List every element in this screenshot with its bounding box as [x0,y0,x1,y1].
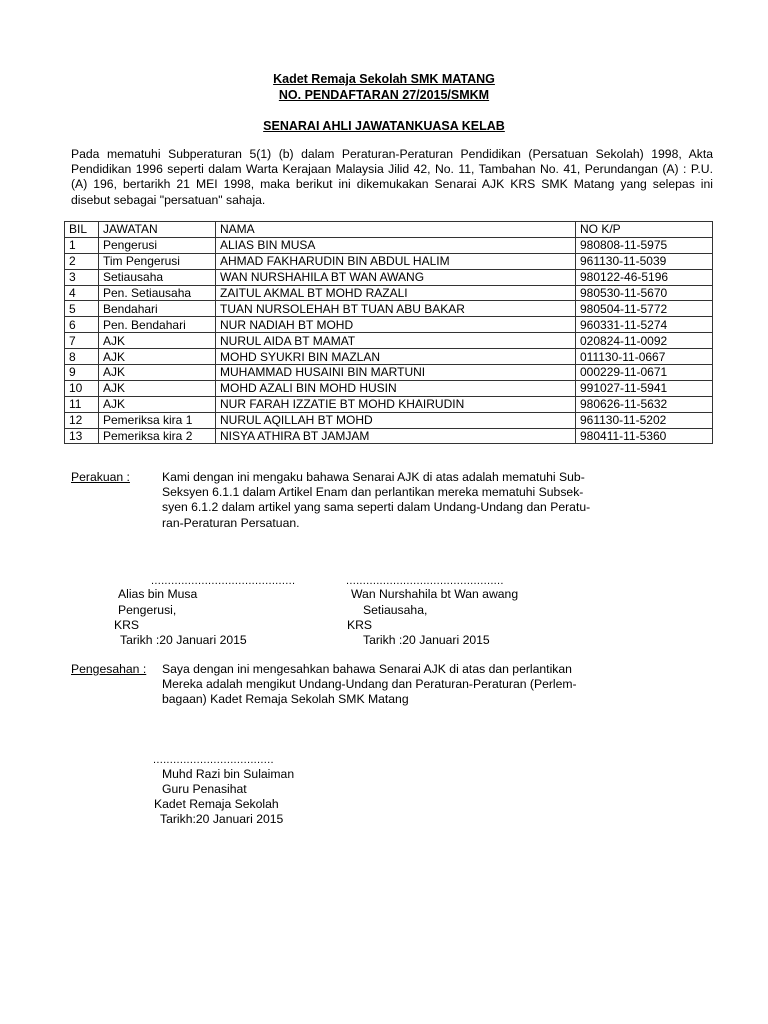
intro-line: Pendidikan 1996 seperti dalam Warta Kerajaan Malaysia Jilid 42, No. 11, Tambahan No. 41, Perundangan (A) : P.U. [71,162,713,177]
signatory-right-date: Tarikh :20 Januari 2015 [363,633,490,647]
cell-nama: MOHD SYUKRI BIN MAZLAN [216,349,576,365]
cell-bil: 10 [65,380,99,396]
cell-bil: 7 [65,333,99,349]
signatory-right-org: KRS [347,618,373,632]
pengesahan-text [162,662,577,708]
committee-table [64,221,713,444]
cell-bil: 1 [65,237,99,253]
table-row [65,253,713,269]
cell-bil: 4 [65,285,99,301]
signatory-left-name: Alias bin Musa [118,587,198,601]
perakuan-line: Seksyen 6.1.1 dalam Artikel Enam dan perlantikan mereka mematuhi Subsek- [162,485,584,500]
cell-jawatan: Pemeriksa kira 1 [99,412,216,428]
column-header-nama: NAMA [216,222,576,238]
signature-line-advisor: .................................... [153,754,274,766]
signatory-right-name: Wan Nurshahila bt Wan awang [351,587,519,601]
club-name-heading: Kadet Remaja Sekolah SMK MATANG [273,72,495,86]
table-row [65,333,713,349]
cell-nokp: 991027-11-5941 [576,380,713,396]
column-header-bil: BIL [65,222,99,238]
cell-nama: MOHD AZALI BIN MOHD HUSIN [216,380,576,396]
table-row [65,396,713,412]
perakuan-line: syen 6.1.2 dalam artikel yang sama seperti dalam Undang-Undang dan Peratu- [162,500,591,515]
cell-nama: ALIAS BIN MUSA [216,237,576,253]
advisor-role: Guru Penasihat [162,782,247,796]
perakuan-line: Kami dengan ini mengaku bahawa Senarai AJK di atas adalah mematuhi Sub- [162,470,585,484]
cell-nama: AHMAD FAKHARUDIN BIN ABDUL HALIM [216,253,576,269]
cell-nama: NURUL AIDA BT MAMAT [216,333,576,349]
signatory-left-role: Pengerusi, [118,603,177,617]
cell-bil: 5 [65,301,99,317]
cell-nama: NURUL AQILLAH BT MOHD [216,412,576,428]
cell-nokp: 961130-11-5039 [576,253,713,269]
signatory-left-date: Tarikh :20 Januari 2015 [120,633,247,647]
cell-jawatan: Setiausaha [99,269,216,285]
cell-nama: MUHAMMAD HUSAINI BIN MARTUNI [216,365,576,381]
pengesahan-label: Pengesahan : [71,662,147,676]
table-row [65,237,713,253]
cell-jawatan: AJK [99,380,216,396]
table-row [65,349,713,365]
cell-bil: 6 [65,317,99,333]
advisor-name: Muhd Razi bin Sulaiman [162,767,295,781]
cell-bil: 3 [65,269,99,285]
cell-jawatan: Pemeriksa kira 2 [99,428,216,444]
cell-jawatan: Bendahari [99,301,216,317]
signature-line-left: ........................................... [151,575,296,587]
signatory-left-org: KRS [114,618,140,632]
cell-jawatan: AJK [99,365,216,381]
cell-jawatan: Pen. Bendahari [99,317,216,333]
cell-bil: 11 [65,396,99,412]
advisor-org: Kadet Remaja Sekolah [154,797,279,811]
cell-nama: ZAITUL AKMAL BT MOHD RAZALI [216,285,576,301]
cell-nokp: 980411-11-5360 [576,428,713,444]
perakuan-line: ran-Peraturan Persatuan. [162,515,300,530]
cell-nokp: 000229-11-0671 [576,365,713,381]
cell-jawatan: AJK [99,349,216,365]
table-row [65,301,713,317]
pengesahan-line: Saya dengan ini mengesahkan bahawa Senarai AJK di atas dan perlantikan [162,662,572,676]
cell-jawatan: AJK [99,333,216,349]
table-row [65,412,713,428]
perakuan-label: Perakuan : [71,470,130,484]
pengesahan-line: bagaan) Kadet Remaja Sekolah SMK Matang [162,692,409,707]
cell-nokp: 011130-11-0667 [576,349,713,365]
cell-jawatan: Pen. Setiausaha [99,285,216,301]
cell-nama: TUAN NURSOLEHAH BT TUAN ABU BAKAR [216,301,576,317]
cell-nokp: 020824-11-0092 [576,333,713,349]
cell-bil: 12 [65,412,99,428]
document-title: SENARAI AHLI JAWATANKUASA KELAB [263,119,505,133]
cell-nokp: 980122-46-5196 [576,269,713,285]
cell-jawatan: Tim Pengerusi [99,253,216,269]
cell-nama: NUR NADIAH BT MOHD [216,317,576,333]
table-row [65,380,713,396]
table-header-row [65,222,713,238]
intro-line: Pada mematuhi Subperaturan 5(1) (b) dalam Peraturan-Peraturan Pendidikan (Persatuan Sekolah) 1998, Akta [71,147,713,161]
perakuan-text [162,470,590,531]
cell-nokp: 961130-11-5202 [576,412,713,428]
cell-nama: WAN NURSHAHILA BT WAN AWANG [216,269,576,285]
cell-jawatan: AJK [99,396,216,412]
table-body [65,237,713,444]
column-header-jawatan: JAWATAN [99,222,216,238]
registration-number-heading: NO. PENDAFTARAN 27/2015/SMKM [278,88,490,102]
table-row [65,365,713,381]
advisor-date: Tarikh:20 Januari 2015 [160,812,284,826]
cell-nokp: 980504-11-5772 [576,301,713,317]
cell-bil: 13 [65,428,99,444]
table-row [65,317,713,333]
cell-nokp: 980626-11-5632 [576,396,713,412]
cell-nama: NISYA ATHIRA BT JAMJAM [216,428,576,444]
table-row [65,269,713,285]
cell-nokp: 980530-11-5670 [576,285,713,301]
intro-line: disebut sebagai "persatuan" sahaja. [71,192,266,207]
cell-nokp: 960331-11-5274 [576,317,713,333]
table-row [65,428,713,444]
cell-bil: 2 [65,253,99,269]
pengesahan-line: Mereka adalah mengikut Undang-Undang dan Peraturan-Peraturan (Perlem- [162,677,577,692]
signatory-right-role: Setiausaha, [363,603,428,617]
cell-bil: 9 [65,365,99,381]
table-row [65,285,713,301]
intro-line: (A) 196, bertarikh 21 MEI 1998, maka berikut ini dikemukakan Senarai AJK KRS SMK Matang yang selepas ini [71,177,713,192]
column-header-nokp: NO K/P [576,222,713,238]
cell-bil: 8 [65,349,99,365]
intro-paragraph [71,147,713,208]
signature-line-right: ............................................... [346,575,504,587]
cell-nama: NUR FARAH IZZATIE BT MOHD KHAIRUDIN [216,396,576,412]
cell-nokp: 980808-11-5975 [576,237,713,253]
cell-jawatan: Pengerusi [99,237,216,253]
